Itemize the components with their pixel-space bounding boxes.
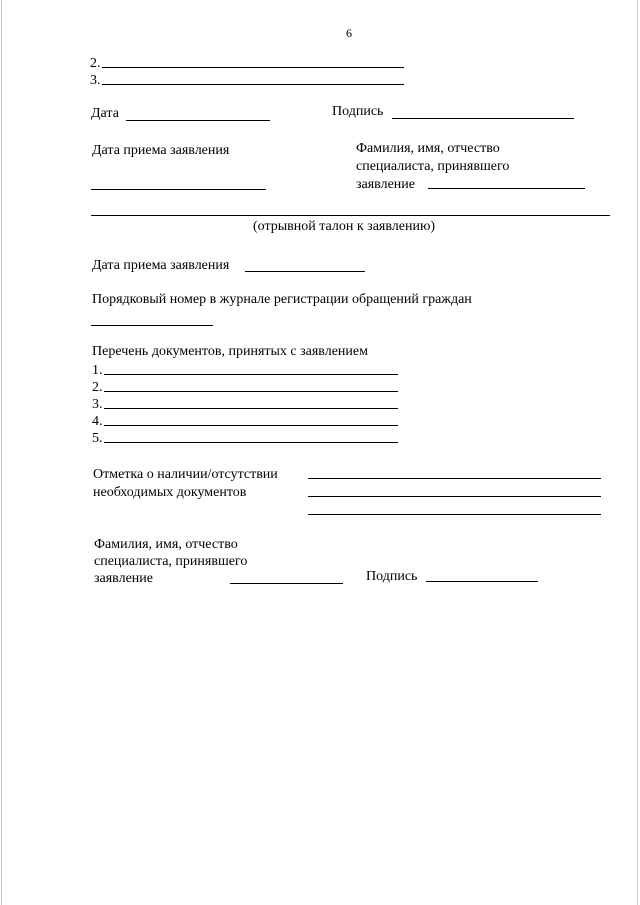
coupon-specialist-fill-line [230,583,343,584]
tear-off-separator [91,215,610,216]
document-item-number: 5. [92,431,103,446]
coupon-specialist-label-line3: заявление [94,571,154,586]
documents-mark-fill-line [308,478,601,479]
specialist-label-line1: Фамилия, имя, отчество [356,141,500,156]
list-item-number: 3. [90,73,101,88]
date-fill-line [126,120,270,121]
documents-mark-label-line2: необходимых документов [93,485,247,500]
document-item-number: 2. [92,380,103,395]
journal-number-fill-line [91,325,213,326]
fill-line [102,84,404,85]
signature-fill-line [392,118,574,119]
coupon-signature-label: Подпись [366,569,418,584]
document-item-number: 1. [92,363,103,378]
date-label: Дата [91,106,119,121]
coupon-signature-fill-line [426,581,538,582]
signature-label: Подпись [332,104,384,119]
specialist-label-line2: специалиста, принявшего [356,159,510,174]
receipt-date-label: Дата приема заявления [92,143,230,158]
documents-mark-fill-line [308,514,601,515]
document-fill-line [104,374,398,375]
document-fill-line [104,442,398,443]
document-item-number: 3. [92,397,103,412]
page-number: 6 [346,26,352,40]
document-item-number: 4. [92,414,103,429]
document-fill-line [104,408,398,409]
specialist-label-line3: заявление [356,177,416,192]
documents-mark-label-line1: Отметка о наличии/отсутствии [93,467,278,482]
document-fill-line [104,391,398,392]
documents-mark-fill-line [308,496,601,497]
specialist-fill-line [428,188,585,189]
documents-list-label: Перечень документов, принятых с заявлением [92,344,368,359]
tear-off-caption: (отрывной талон к заявлению) [253,219,436,234]
document-fill-line [104,425,398,426]
scan-right-edge [637,0,638,905]
receipt-date-fill-line [91,189,266,190]
coupon-receipt-date-label: Дата приема заявления [92,258,230,273]
coupon-specialist-label-line2: специалиста, принявшего [94,554,248,569]
scan-left-edge [1,0,2,905]
coupon-receipt-date-fill-line [245,271,365,272]
coupon-specialist-label-line1: Фамилия, имя, отчество [94,537,238,552]
journal-number-label: Порядковый номер в журнале регистрации обращений граждан [92,292,472,307]
fill-line [102,67,404,68]
list-item-number: 2. [90,56,101,71]
